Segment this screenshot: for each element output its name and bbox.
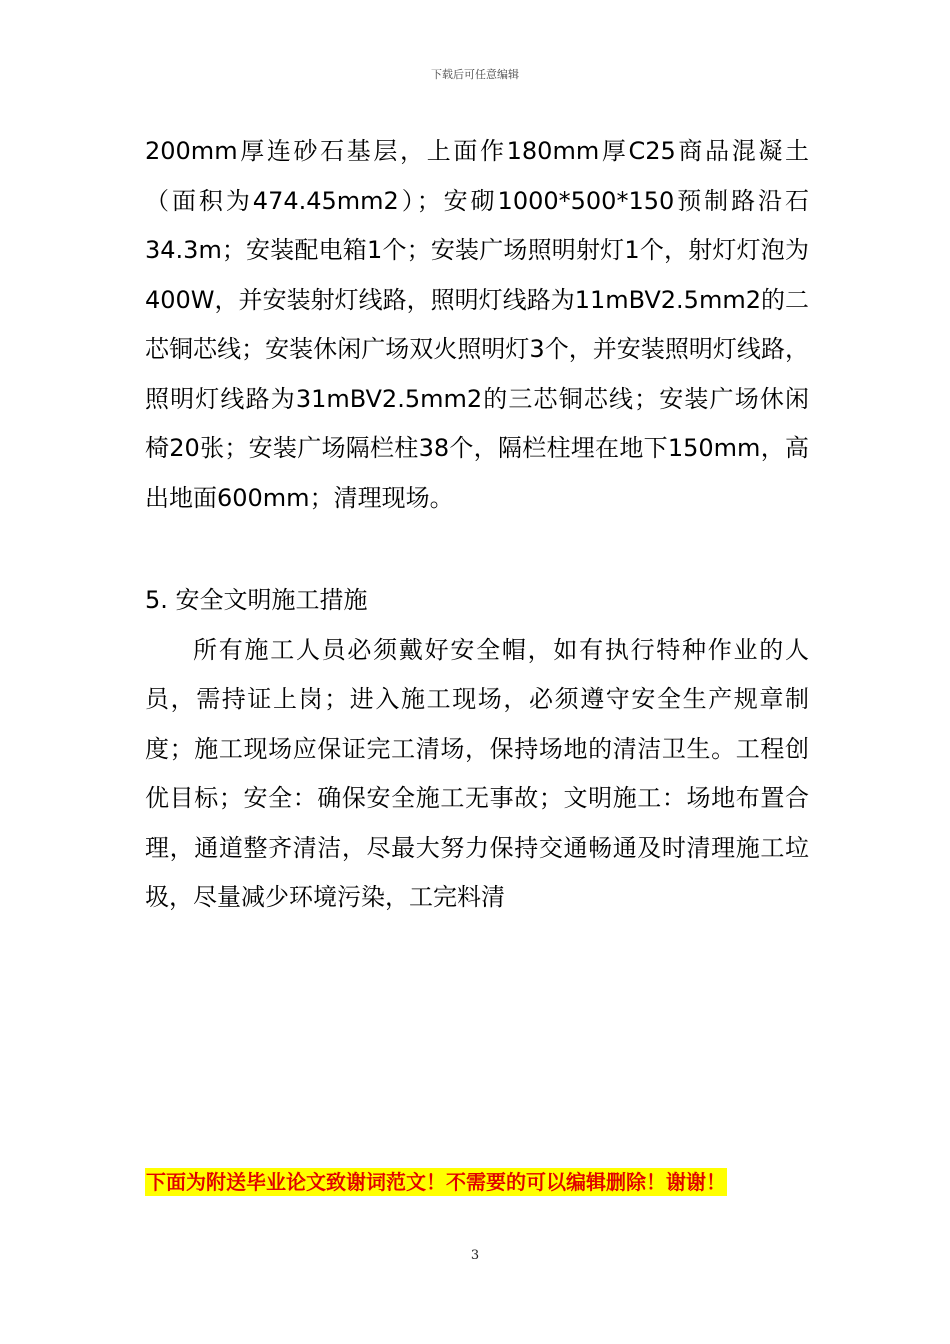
- page-number: 3: [470, 1248, 480, 1263]
- document-body-safety: [145, 576, 809, 923]
- paragraph-safety-measures: 所有施工人员必须戴好安全帽，如有执行特种作业的人员，需持证上岗；进入施工现场，必须遵守安全生产规章制度；施工现场应保证完工清场，保持场地的清洁卫生。工程创优目标；安全：确保安全施工无事故；文明施工：场地布置合理，通道整齐清洁，尽最大努力保持交通畅通及时清理施工垃圾，尽量减少环境污染，工完料清: [145, 635, 809, 911]
- paragraph-construction-scope: 200mm厚连砂石基层，上面作180mm厚C25商品混凝土（面积为474.45mm2）；安砌1000*500*150预制路沿石34.3m；安装配电箱1个；安装广场照明射灯1个，射灯灯泡为400W，并安装射灯线路，照明灯线路为11mBV2.5mm2的二芯铜芯线；安装休闲广场双火照明灯3个，并安装照明灯线路，照明灯线路为31mBV2.5mm2的三芯铜芯线；安装广场休闲椅20张；安装广场隔栏柱38个，隔栏柱埋在地下150mm，高出地面600mm；清理现场。: [145, 137, 809, 512]
- page-header: 下载后可任意编辑: [431, 68, 519, 81]
- document-body-top: [145, 127, 809, 523]
- section-heading: 5. 安全文明施工措施: [145, 586, 368, 614]
- highlighted-notice: 下面为附送毕业论文致谢词范文！不需要的可以编辑删除！谢谢！: [146, 1170, 726, 1194]
